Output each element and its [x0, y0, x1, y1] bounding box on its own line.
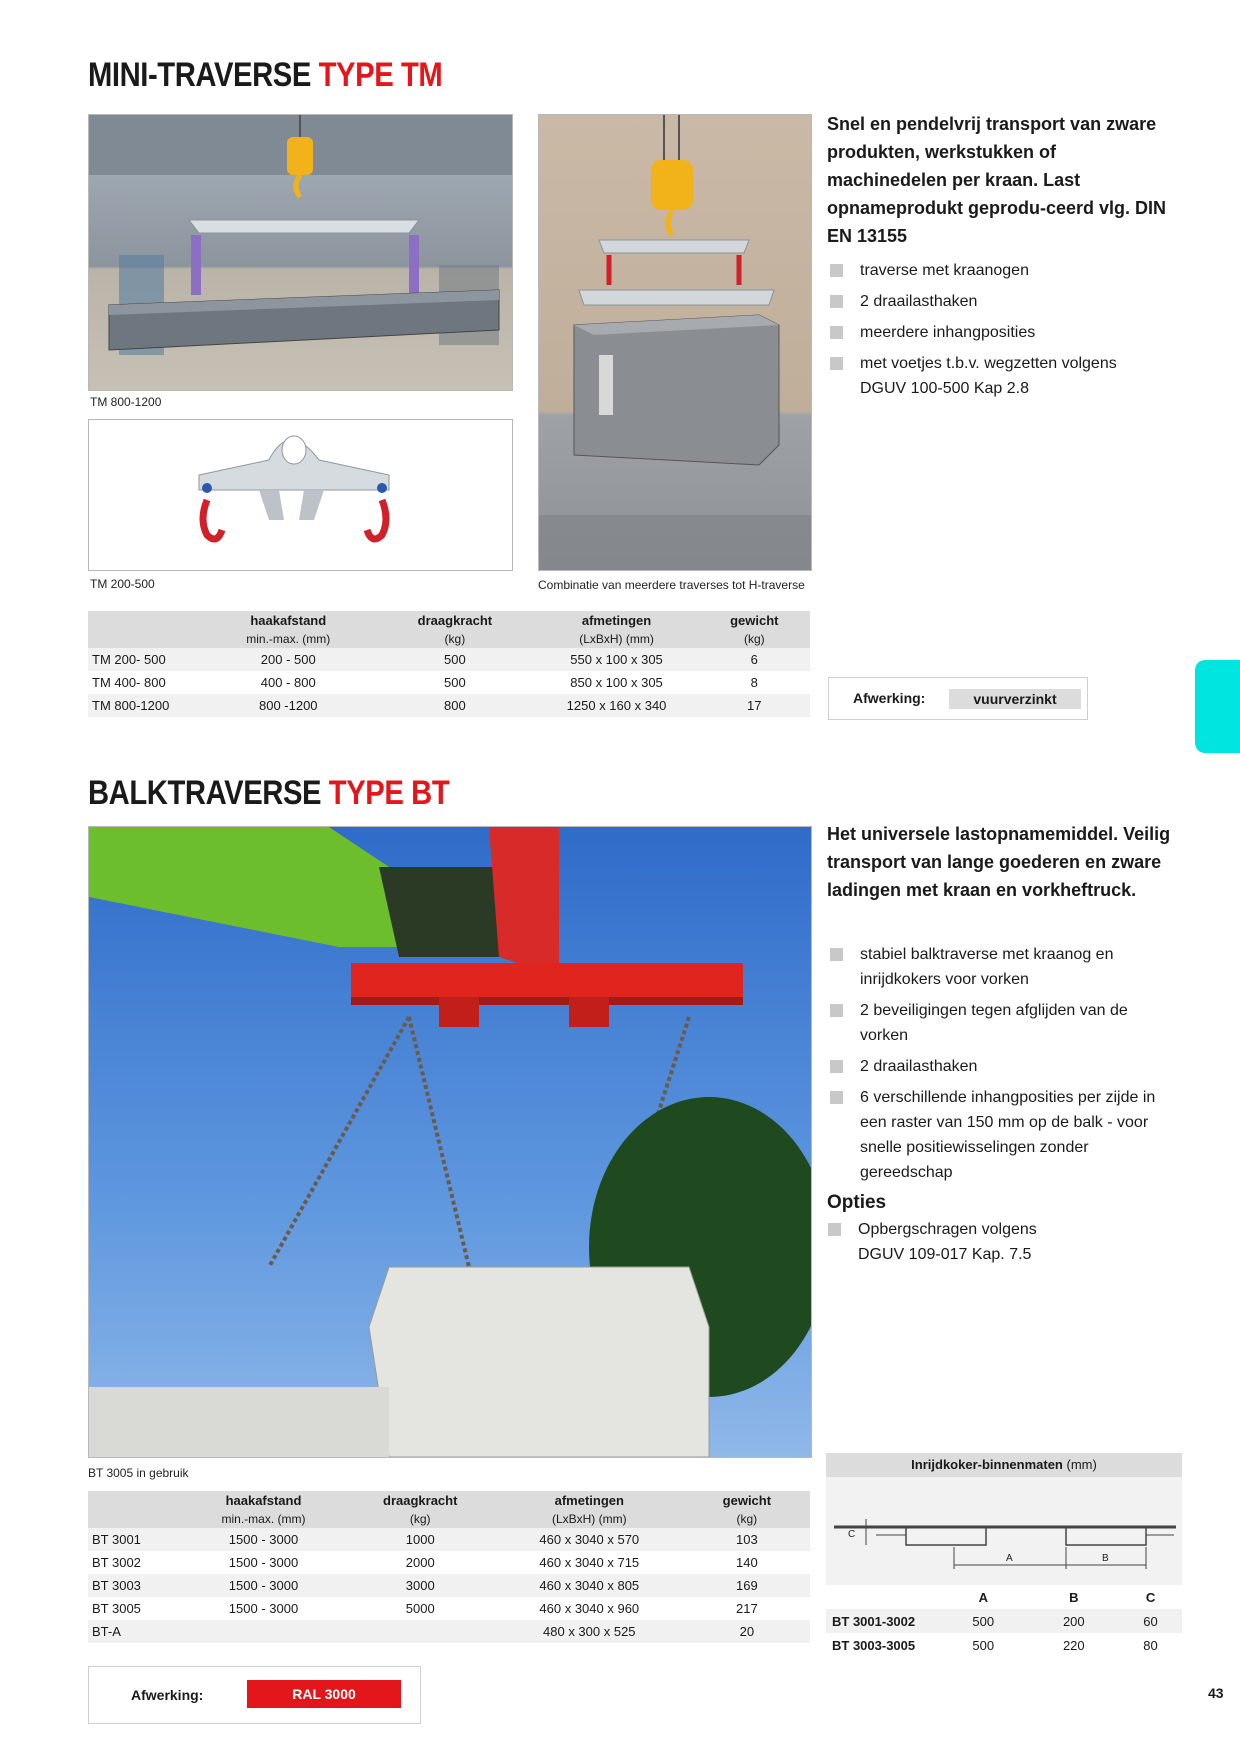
- tm-lead-text: Snel en pendelvrij transport van zware produkten, werkstukken of machinedelen per kraan. Last opnameprodukt geprodu-ceerd vlg. DIN EN 13155: [827, 114, 1167, 246]
- tm-photo-large: [88, 114, 513, 391]
- bt-title: [88, 774, 449, 813]
- bullet-square-icon: [830, 357, 843, 370]
- tm-caption-200-500: TM 200-500: [90, 577, 155, 591]
- tm-photo-h-traverse: [538, 114, 812, 571]
- bt-spec-table: [88, 1491, 810, 1643]
- opties-title: Opties: [827, 1192, 887, 1213]
- bullet-square-icon: [830, 1091, 843, 1104]
- inrijdkoker-title: Inrijdkoker-binnenmaten (mm): [826, 1453, 1182, 1477]
- tm-caption-800-1200: TM 800-1200: [90, 395, 162, 409]
- bullet-square-icon: [828, 1223, 841, 1236]
- tm-photo-product: [88, 419, 513, 571]
- column-subheader: (LxBxH) (mm): [534, 630, 698, 648]
- column-header: haakafstand: [201, 611, 375, 630]
- bullet-square-icon: [830, 1004, 843, 1017]
- tm-finish-label: Afwerking:: [853, 690, 926, 706]
- table-row: BT 3003 1500 - 3000 3000 460 x 3040 x 805 169: [88, 1574, 810, 1597]
- inrijdkoker-diagram: [826, 1477, 1182, 1585]
- column-header: haakafstand: [181, 1491, 345, 1510]
- table-row: BT 3005 1500 - 3000 5000 460 x 3040 x 960 217: [88, 1597, 810, 1620]
- diagram-label-b: B: [1102, 1553, 1109, 1564]
- list-item: 2 draailasthaken: [830, 289, 1180, 314]
- column-subheader: (kg): [375, 630, 534, 648]
- list-item: met voetjes t.b.v. wegzetten volgens DGUV 100-500 Kap 2.8: [830, 351, 1120, 401]
- bullet-square-icon: [830, 948, 843, 961]
- diagram-label-a: A: [1006, 1553, 1013, 1564]
- table-row: BT-A 480 x 300 x 525 20: [88, 1620, 810, 1643]
- column-header: C: [1145, 1589, 1156, 1605]
- list-item: traverse met kraanogen: [830, 258, 1180, 283]
- table-row: BT 3002 1500 - 3000 2000 460 x 3040 x 715 140: [88, 1551, 810, 1574]
- list-item: stabiel balktraverse met kraanog en inrijdkokers voor vorken: [830, 942, 1175, 992]
- tm-finish-value: vuurverzinkt: [949, 689, 1081, 709]
- bt-photo-in-use: [88, 826, 812, 1458]
- section-tab-marker: [1195, 660, 1240, 753]
- tm-spec-table: [88, 611, 810, 717]
- column-header: afmetingen: [534, 611, 698, 630]
- tm-title-red: TYPE TM: [318, 56, 443, 94]
- bt-title-black: BALKTRAVERSE: [88, 774, 329, 812]
- table-row: BT 3001-3002 500 200 60: [826, 1609, 1182, 1633]
- column-subheader: (kg): [346, 1510, 495, 1528]
- column-subheader: (kg): [684, 1510, 810, 1528]
- column-header: afmetingen: [495, 1491, 684, 1510]
- column-subheader: min.-max. (mm): [201, 630, 375, 648]
- bt-bullet-list: [830, 942, 1175, 1191]
- list-item: meerdere inhangposities: [830, 320, 1180, 345]
- tm-title-black: MINI-TRAVERSE: [88, 56, 319, 94]
- column-header: A: [978, 1589, 988, 1605]
- diagram-label-c: C: [848, 1529, 856, 1540]
- list-item: 2 beveiligingen tegen afglijden van de vorken: [830, 998, 1175, 1048]
- list-item: 6 verschillende inhangposities per zijde in een raster van 150 mm op de balk - voor snelle positiewisselingen zonder gereedschap: [830, 1085, 1175, 1185]
- tm-caption-h-traverse: Combinatie van meerdere traverses tot H-traverse: [538, 578, 805, 592]
- bt-title-red: TYPE BT: [328, 774, 450, 812]
- column-header: draagkracht: [346, 1491, 495, 1510]
- bullet-square-icon: [830, 264, 843, 277]
- bt-finish-box: [88, 1666, 421, 1724]
- bullet-square-icon: [830, 295, 843, 308]
- table-row: TM 800-1200 800 -1200 800 1250 x 160 x 340 17: [88, 694, 810, 717]
- column-subheader: min.-max. (mm): [181, 1510, 345, 1528]
- inrijdkoker-box: [826, 1453, 1182, 1657]
- list-item: 2 draailasthaken: [830, 1054, 1175, 1079]
- column-subheader: (LxBxH) (mm): [495, 1510, 684, 1528]
- table-row: BT 3003-3005 500 220 80: [832, 1637, 1158, 1653]
- tm-bullet-list: [830, 258, 1180, 407]
- column-header: draagkracht: [375, 611, 534, 630]
- table-row: TM 200- 500 200 - 500 500 550 x 100 x 305 6: [88, 648, 810, 671]
- column-subheader: (kg): [699, 630, 810, 648]
- table-row: TM 400- 800 400 - 800 500 850 x 100 x 305 8: [88, 671, 810, 694]
- inrijdkoker-table: [826, 1585, 1182, 1657]
- column-header: gewicht: [699, 611, 810, 630]
- bt-finish-label: Afwerking:: [131, 1687, 204, 1703]
- page-number: 43: [1208, 1685, 1224, 1701]
- bullet-square-icon: [830, 1060, 843, 1073]
- tm-finish-box: [828, 677, 1088, 720]
- bullet-square-icon: [830, 326, 843, 339]
- opties-list: [828, 1217, 1068, 1273]
- bt-finish-value: RAL 3000: [247, 1680, 401, 1708]
- list-item: Opbergschragen volgens DGUV 109-017 Kap. 7.5: [828, 1217, 1068, 1267]
- column-header: B: [1069, 1589, 1079, 1605]
- bt-caption: BT 3005 in gebruik: [88, 1466, 189, 1480]
- tm-title: [88, 56, 442, 95]
- bt-lead-text: Het universele lastopnamemiddel. Veilig transport van lange goederen en zware ladingen met kraan en vorkheftruck.: [827, 824, 1171, 900]
- table-row: BT 3001 1500 - 3000 1000 460 x 3040 x 570 103: [88, 1528, 810, 1551]
- column-header: gewicht: [684, 1491, 810, 1510]
